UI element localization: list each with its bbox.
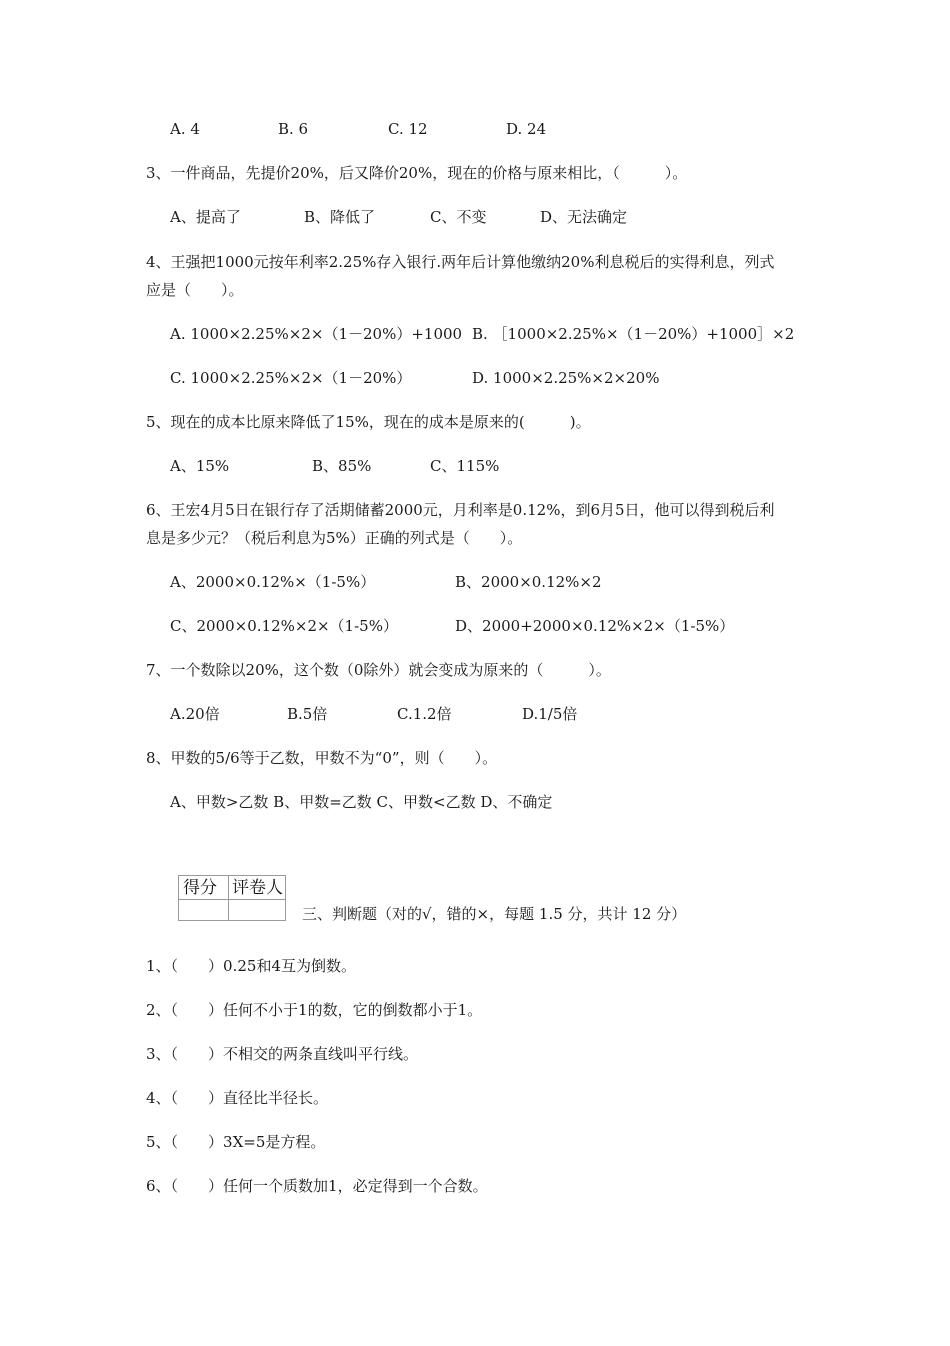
question-4-stem-line2: 应是（ ）。 xyxy=(146,281,244,299)
option-d: D、无法确定 xyxy=(540,208,628,226)
option-b: B、降低了 xyxy=(304,208,376,226)
grader-cell xyxy=(229,876,285,900)
option-d: D. 1000×2.25%×2×20% xyxy=(472,369,660,387)
option-a: A、15% xyxy=(170,457,230,475)
judgement-item-2: 2、（ ）任何不小于1的数，它的倒数都小于1。 xyxy=(146,1001,483,1019)
question-6-stem-line1: 6、王宏4月5日在银行存了活期储蓄2000元，月利率是0.12%，到6月5日，他可以得到税后利 xyxy=(146,501,775,519)
option-b: B. ［1000×2.25%×（1－20%）+1000］×2 xyxy=(472,325,795,343)
grader-label: 评卷人 xyxy=(232,878,283,898)
option-c: C. 1000×2.25%×2×（1－20%） xyxy=(170,369,412,387)
question-3-stem: 3、一件商品，先提价20%，后又降价20%，现在的价格与原来相比，（ ）。 xyxy=(146,164,688,182)
score-cell xyxy=(179,876,229,900)
judgement-item-3: 3、（ ）不相交的两条直线叫平行线。 xyxy=(146,1045,419,1063)
option-b: B、85% xyxy=(312,457,372,475)
option-c: C. 12 xyxy=(388,120,428,138)
judgement-item-1: 1、（ ）0.25和4互为倒数。 xyxy=(146,957,356,975)
question-4-stem-line1: 4、王强把1000元按年利率2.25%存入银行.两年后计算他缴纳20%利息税后的实得利息，列式 xyxy=(146,253,775,271)
option-a: A、2000×0.12%×（1-5%） xyxy=(170,573,376,591)
option-b: B. 6 xyxy=(278,120,309,138)
question-7-stem: 7、一个数除以20%，这个数（0除外）就会变成为原来的（ ）。 xyxy=(146,661,611,679)
option-a: A.20倍 xyxy=(170,705,220,723)
question-8-stem: 8、甲数的5/6等于乙数，甲数不为“0”，则（ ）。 xyxy=(146,749,498,767)
option-d: D.1/5倍 xyxy=(522,705,578,723)
judgement-item-4: 4、（ ）直径比半径长。 xyxy=(146,1089,329,1107)
grader-input-cell xyxy=(229,900,285,920)
question-6-stem-line2: 息是多少元？（税后利息为5%）正确的列式是（ ）。 xyxy=(146,529,523,547)
option-b: B、2000×0.12%×2 xyxy=(455,573,602,591)
score-label: 得分 xyxy=(183,878,217,898)
option-a: A. 4 xyxy=(170,120,200,138)
option-d: D、2000+2000×0.12%×2×（1-5%） xyxy=(455,617,735,635)
section-3-title: 三、判断题（对的√，错的×，每题 1.5 分，共计 12 分） xyxy=(302,905,687,923)
option-c: C、115% xyxy=(430,457,500,475)
judgement-item-6: 6、（ ）任何一个质数加1，必定得到一个合数。 xyxy=(146,1177,488,1195)
judgement-item-5: 5、（ ）3X=5是方程。 xyxy=(146,1133,326,1151)
option-c: C、2000×0.12%×2×（1-5%） xyxy=(170,617,398,635)
option-c: C、不变 xyxy=(430,208,487,226)
option-d: D. 24 xyxy=(506,120,547,138)
option-a: A、提高了 xyxy=(170,208,241,226)
score-table xyxy=(178,875,286,921)
score-input-cell xyxy=(179,900,229,920)
question-8-options: A、甲数>乙数 B、甲数=乙数 C、甲数<乙数 D、不确定 xyxy=(170,793,553,811)
option-a: A. 1000×2.25%×2×（1－20%）+1000 xyxy=(170,325,463,343)
option-b: B.5倍 xyxy=(287,705,328,723)
option-c: C.1.2倍 xyxy=(397,705,452,723)
question-5-stem: 5、现在的成本比原来降低了15%，现在的成本是原来的( )。 xyxy=(146,413,591,431)
